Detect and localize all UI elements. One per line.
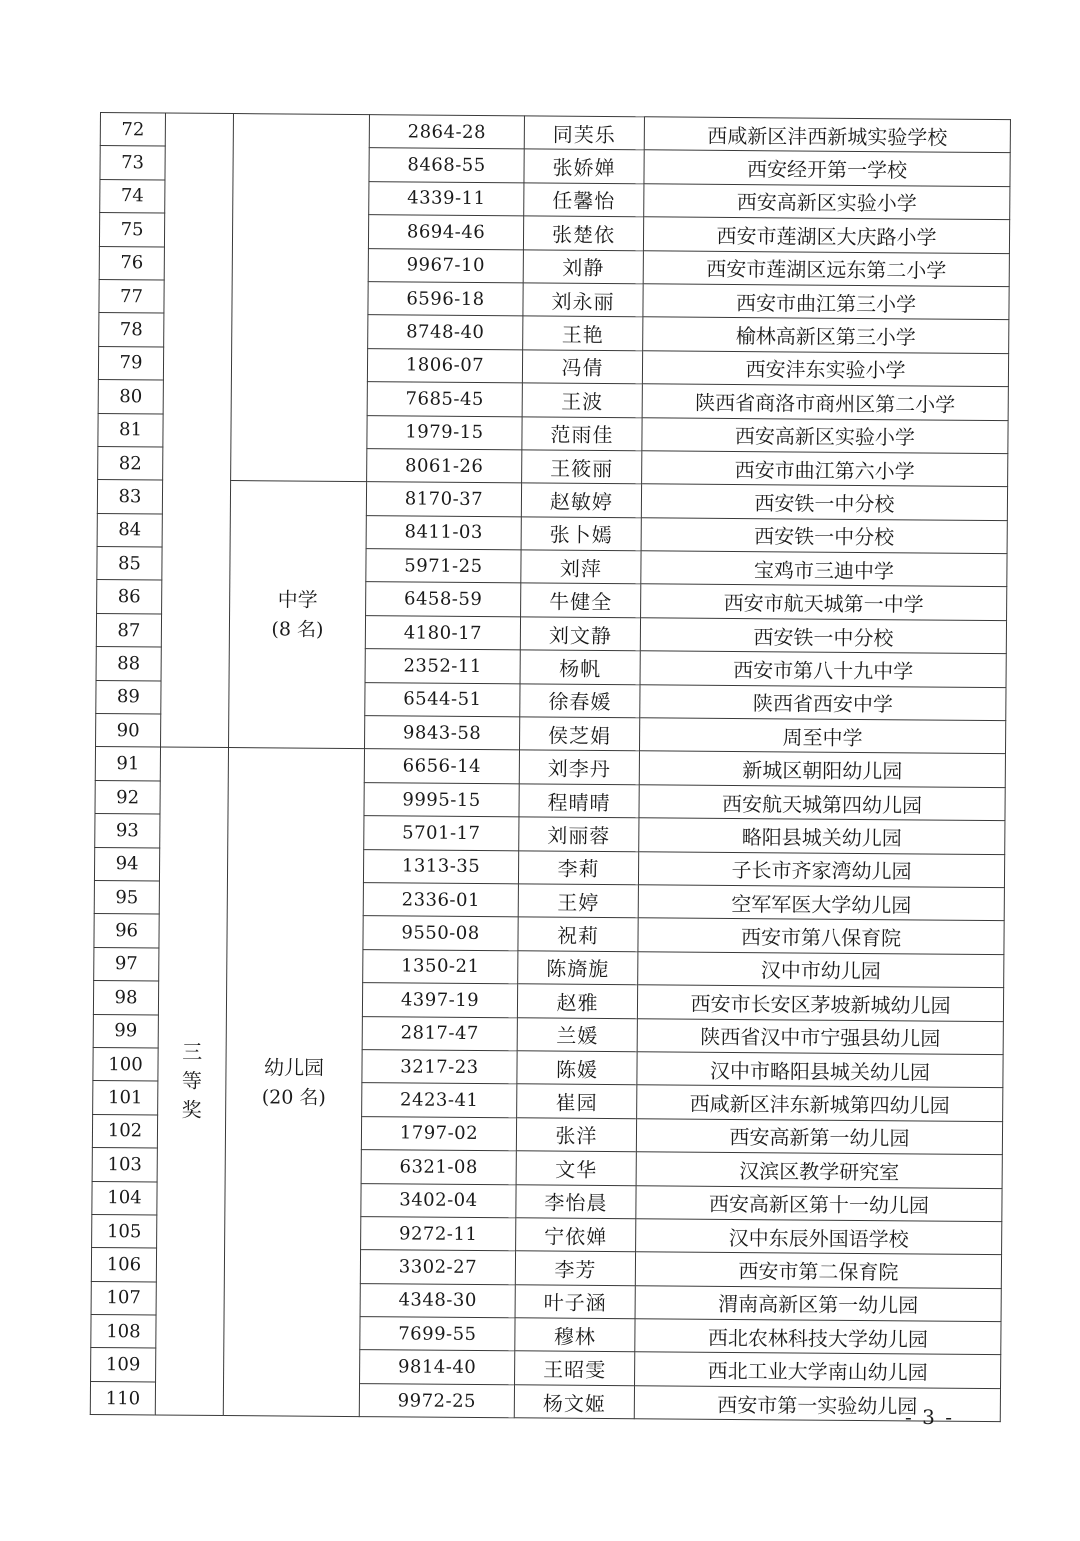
row-index: 87 [96, 613, 161, 647]
person-name: 王波 [522, 383, 642, 417]
row-index: 80 [98, 380, 163, 414]
person-name: 张娇婵 [524, 149, 644, 183]
person-name: 祝莉 [518, 917, 638, 951]
school-name: 西安铁一中分校 [640, 618, 1006, 654]
person-name: 刘永丽 [523, 283, 643, 317]
school-name: 西安市航天城第一中学 [641, 584, 1007, 620]
person-name: 任馨怡 [524, 183, 644, 217]
person-name: 程晴晴 [519, 784, 639, 818]
row-index: 108 [91, 1315, 156, 1349]
level-count: (8 名) [271, 618, 324, 642]
row-index: 91 [95, 747, 160, 781]
entry-number: 2423-41 [362, 1083, 517, 1118]
entry-number: 9814-40 [360, 1350, 515, 1385]
entry-number: 6656-14 [364, 749, 519, 784]
school-name: 子长市齐家湾幼儿园 [638, 851, 1004, 887]
person-name: 宁依婵 [516, 1218, 636, 1252]
row-index: 82 [98, 446, 163, 480]
entry-number: 2352-11 [365, 649, 520, 684]
row-index: 83 [97, 480, 162, 514]
entry-number: 8694-46 [368, 215, 523, 250]
entry-number: 8748-40 [368, 315, 523, 350]
school-name: 西北农林科技大学幼儿园 [635, 1319, 1001, 1355]
entry-number: 7699-55 [360, 1317, 515, 1352]
row-index: 72 [100, 113, 165, 147]
school-name: 汉中市幼儿园 [638, 952, 1004, 988]
school-name: 西咸新区沣西新城实验学校 [644, 117, 1010, 153]
entry-number: 5971-25 [366, 549, 521, 584]
row-index: 107 [91, 1281, 156, 1315]
entry-number: 2336-01 [363, 883, 518, 918]
entry-number: 2817-47 [362, 1016, 517, 1051]
row-index: 93 [95, 814, 160, 848]
school-name: 新城区朝阳幼儿园 [639, 751, 1005, 787]
row-index: 97 [94, 947, 159, 981]
entry-number: 4339-11 [369, 181, 524, 216]
row-index: 73 [100, 146, 165, 180]
school-name: 周至中学 [639, 718, 1005, 754]
school-name: 陕西省西安中学 [640, 684, 1006, 720]
entry-number: 4397-19 [362, 983, 517, 1018]
row-index: 94 [94, 847, 159, 881]
person-name: 文华 [516, 1151, 636, 1185]
row-index: 99 [93, 1014, 158, 1048]
row-index: 95 [94, 880, 159, 914]
entry-number: 4180-17 [365, 615, 520, 650]
row-index: 76 [99, 246, 164, 280]
person-name: 赵敏婷 [521, 483, 641, 517]
school-name: 汉滨区教学研究室 [636, 1152, 1002, 1188]
person-name: 徐春媛 [520, 683, 640, 717]
person-name: 刘文静 [520, 617, 640, 651]
person-name: 张卜嫣 [521, 517, 641, 551]
school-name: 宝鸡市三迪中学 [641, 551, 1007, 587]
person-name: 李芳 [515, 1251, 635, 1285]
level-cell-kindergarten [223, 748, 364, 1417]
row-index: 90 [96, 714, 161, 748]
row-index: 88 [96, 647, 161, 681]
person-name: 赵雅 [517, 984, 637, 1018]
row-index: 110 [90, 1381, 155, 1415]
entry-number: 5701-17 [364, 816, 519, 851]
entry-number: 8061-26 [367, 449, 522, 484]
row-index: 89 [96, 680, 161, 714]
row-index: 79 [98, 346, 163, 380]
row-index: 104 [92, 1181, 157, 1215]
school-name: 略阳县城关幼儿园 [639, 818, 1005, 854]
entry-number: 6544-51 [365, 682, 520, 717]
level-cell-continued [231, 114, 370, 482]
school-name: 西安市曲江第六小学 [642, 451, 1008, 487]
award-cell-third-prize [155, 747, 228, 1415]
row-index: 109 [91, 1348, 156, 1382]
person-name: 王昭雯 [515, 1351, 635, 1385]
entry-number: 9995-15 [364, 782, 519, 817]
school-name: 汉中东辰外国语学校 [636, 1219, 1002, 1255]
school-name: 西北工业大学南山幼儿园 [635, 1352, 1001, 1388]
level-count: (20 名) [261, 1086, 326, 1109]
table-row [100, 113, 1010, 154]
row-index: 106 [91, 1248, 156, 1282]
row-index: 78 [99, 313, 164, 347]
person-name: 张洋 [516, 1118, 636, 1152]
person-name: 刘萍 [521, 550, 641, 584]
award-cell-continued [161, 113, 234, 748]
entry-number: 8170-37 [366, 482, 521, 517]
entry-number: 2864-28 [369, 115, 524, 150]
person-name: 陈旖旎 [518, 951, 638, 985]
entry-number: 9272-11 [361, 1216, 516, 1251]
table-row [95, 747, 1005, 788]
entry-number: 3402-04 [361, 1183, 516, 1218]
award-table [90, 112, 1011, 1422]
entry-number: 4348-30 [360, 1283, 515, 1318]
school-name: 渭南高新区第一幼儿园 [635, 1285, 1001, 1321]
person-name: 刘李丹 [519, 750, 639, 784]
school-name: 西安铁一中分校 [641, 517, 1007, 553]
entry-number: 8411-03 [366, 515, 521, 550]
school-name: 西安市莲湖区远东第二小学 [643, 250, 1009, 286]
person-name: 李莉 [518, 850, 638, 884]
entry-number: 3302-27 [360, 1250, 515, 1285]
school-name: 西安高新区实验小学 [644, 184, 1010, 220]
person-name: 同芙乐 [524, 116, 644, 150]
school-name: 西安市第八十九中学 [640, 651, 1006, 687]
person-name: 崔园 [517, 1084, 637, 1118]
entry-number: 1797-02 [361, 1116, 516, 1151]
school-name: 西安市曲江第三小学 [643, 284, 1009, 320]
row-index: 84 [97, 513, 162, 547]
person-name: 冯倩 [522, 350, 642, 384]
person-name: 陈媛 [517, 1051, 637, 1085]
row-index: 102 [92, 1114, 157, 1148]
school-name: 西安市莲湖区大庆路小学 [643, 217, 1009, 253]
row-index: 81 [98, 413, 163, 447]
person-name: 牛健全 [521, 583, 641, 617]
school-name: 西安市第二保育院 [635, 1252, 1001, 1288]
row-index: 101 [93, 1081, 158, 1115]
school-name: 西安经开第一学校 [644, 150, 1010, 186]
entry-number: 1313-35 [363, 849, 518, 884]
entry-number: 1979-15 [367, 415, 522, 450]
row-index: 103 [92, 1148, 157, 1182]
person-name: 王艳 [523, 316, 643, 350]
school-name: 西安市第八保育院 [638, 918, 1004, 954]
person-name: 王婷 [518, 884, 638, 918]
person-name: 刘丽蓉 [519, 817, 639, 851]
entry-number: 6596-18 [368, 282, 523, 317]
entry-number: 1806-07 [367, 348, 522, 383]
row-index: 100 [93, 1047, 158, 1081]
row-index: 74 [100, 179, 165, 213]
page-number: - 3 - [905, 1405, 954, 1429]
school-name: 西安沣东实验小学 [642, 351, 1008, 387]
school-name: 西安航天城第四幼儿园 [639, 785, 1005, 821]
person-name: 侯芝娟 [520, 717, 640, 751]
entry-number: 6321-08 [361, 1150, 516, 1185]
award-table-sheet [90, 112, 1010, 1418]
level-label: 幼儿园 [263, 1055, 325, 1080]
award-label: 三等奖 [181, 1040, 203, 1123]
person-name: 张楚依 [523, 216, 643, 250]
entry-number: 9843-58 [365, 716, 520, 751]
school-name: 西安高新区第十一幼儿园 [636, 1185, 1002, 1221]
row-index: 86 [97, 580, 162, 614]
row-index: 92 [95, 780, 160, 814]
school-name: 西咸新区沣东新城第四幼儿园 [637, 1085, 1003, 1121]
level-label: 中学 [277, 587, 318, 613]
person-name: 杨文姬 [514, 1385, 634, 1419]
school-name: 空军军医大学幼儿园 [638, 885, 1004, 921]
row-index: 98 [93, 981, 158, 1015]
school-name: 汉中市略阳县城关幼儿园 [637, 1052, 1003, 1088]
row-index: 75 [99, 213, 164, 247]
school-name: 西安市第一实验幼儿园 [634, 1386, 1000, 1422]
row-index: 85 [97, 547, 162, 581]
entry-number: 9967-10 [368, 248, 523, 283]
level-cell-middle-school [229, 481, 367, 749]
person-name: 兰媛 [517, 1017, 637, 1051]
school-name: 西安高新第一幼儿园 [636, 1118, 1002, 1154]
school-name: 陕西省汉中市宁强县幼儿园 [637, 1018, 1003, 1054]
entry-number: 9550-08 [363, 916, 518, 951]
school-name: 陕西省商洛市商州区第二小学 [642, 384, 1008, 420]
person-name: 王筱丽 [522, 450, 642, 484]
school-name: 西安铁一中分校 [641, 484, 1007, 520]
entry-number: 7685-45 [367, 382, 522, 417]
person-name: 叶子涵 [515, 1284, 635, 1318]
table-row [97, 480, 1007, 521]
person-name: 刘静 [523, 249, 643, 283]
person-name: 李怡晨 [516, 1184, 636, 1218]
entry-number: 1350-21 [363, 949, 518, 984]
row-index: 96 [94, 914, 159, 948]
school-name: 西安高新区实验小学 [642, 417, 1008, 453]
person-name: 范雨佳 [522, 416, 642, 450]
school-name: 榆林高新区第三小学 [643, 317, 1009, 353]
entry-number: 6458-59 [366, 582, 521, 617]
row-index: 77 [99, 279, 164, 313]
row-index: 105 [92, 1214, 157, 1248]
school-name: 西安市长安区茅坡新城幼儿园 [637, 985, 1003, 1021]
entry-number: 3217-23 [362, 1050, 517, 1085]
person-name: 杨帆 [520, 650, 640, 684]
person-name: 穆林 [515, 1318, 635, 1352]
entry-number: 9972-25 [359, 1383, 514, 1418]
entry-number: 8468-55 [369, 148, 524, 183]
